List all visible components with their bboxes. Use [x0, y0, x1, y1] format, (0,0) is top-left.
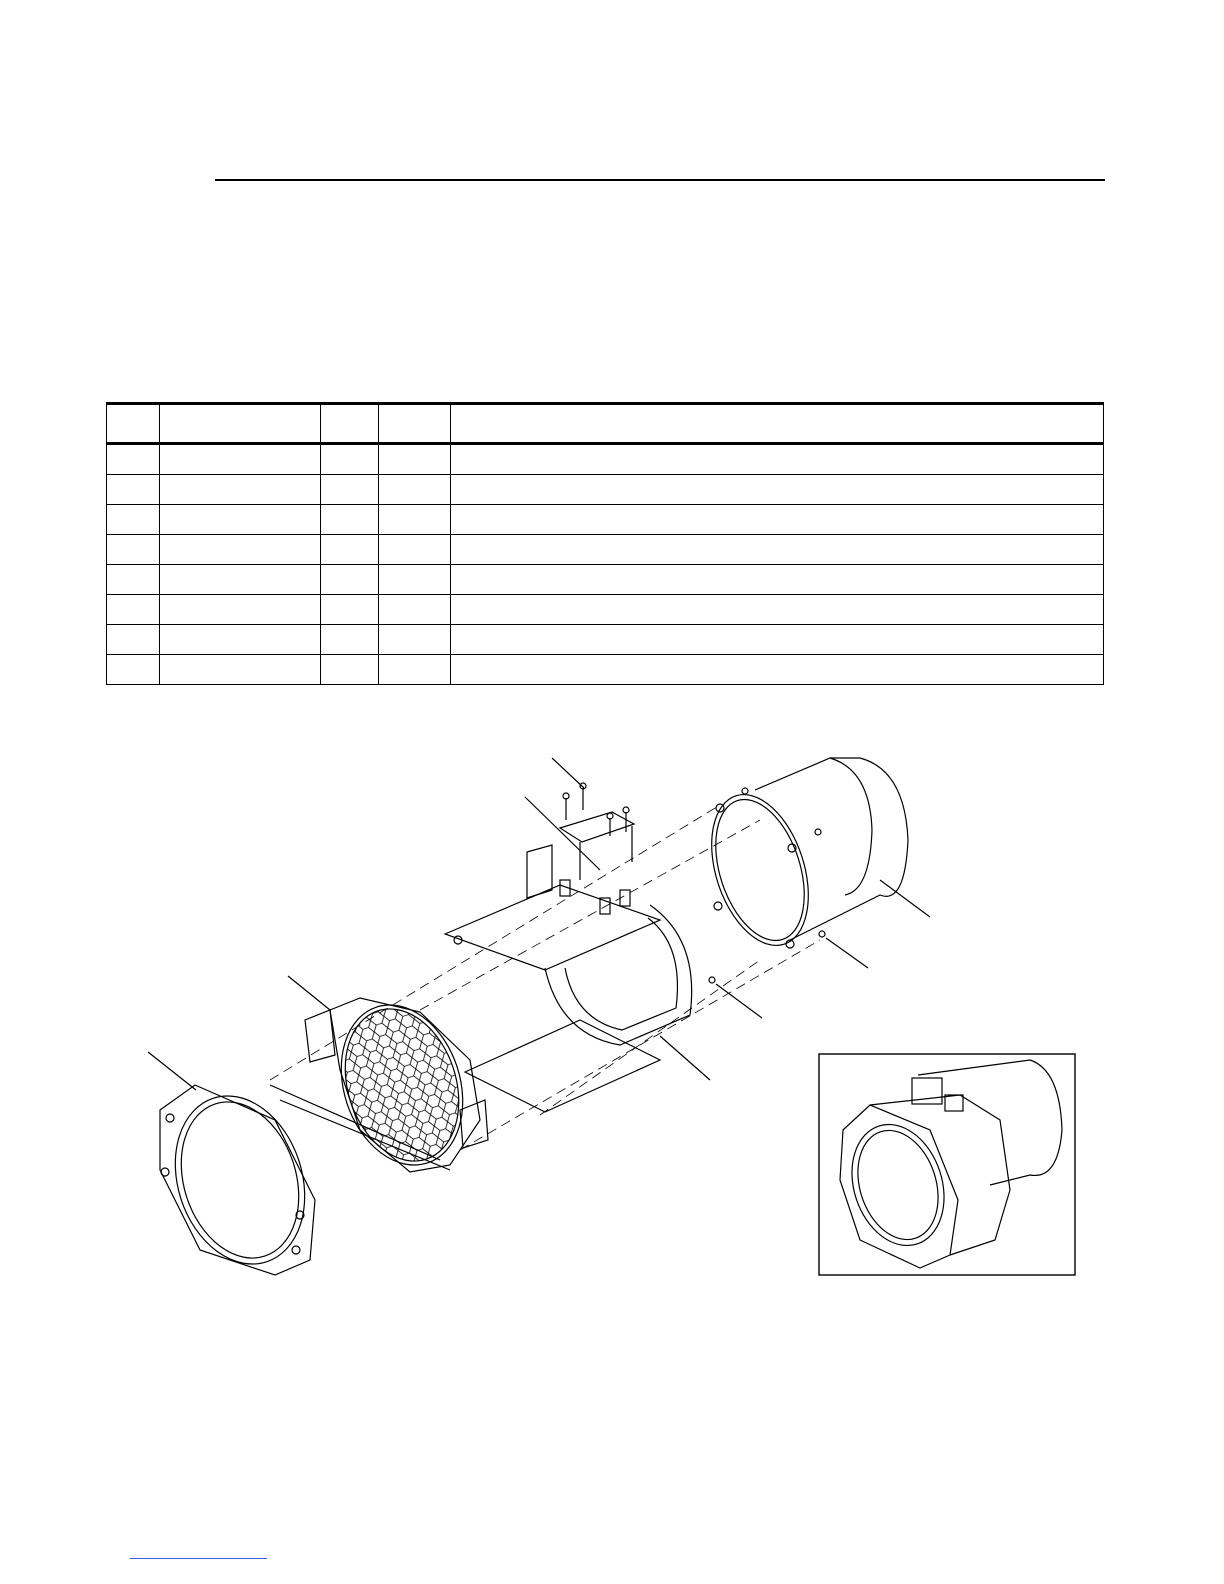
callout-leaders — [148, 758, 930, 1090]
top-plate — [445, 885, 660, 970]
mesh-panel — [305, 989, 488, 1181]
screws — [563, 783, 825, 983]
pcb-bracket — [527, 812, 634, 914]
footer-link-underline[interactable] — [130, 1558, 267, 1559]
bottom-plate — [465, 1020, 660, 1112]
horseshoe-bracket — [545, 905, 692, 1045]
cylinder-housing — [755, 758, 908, 940]
assembled-inset — [819, 1054, 1075, 1275]
